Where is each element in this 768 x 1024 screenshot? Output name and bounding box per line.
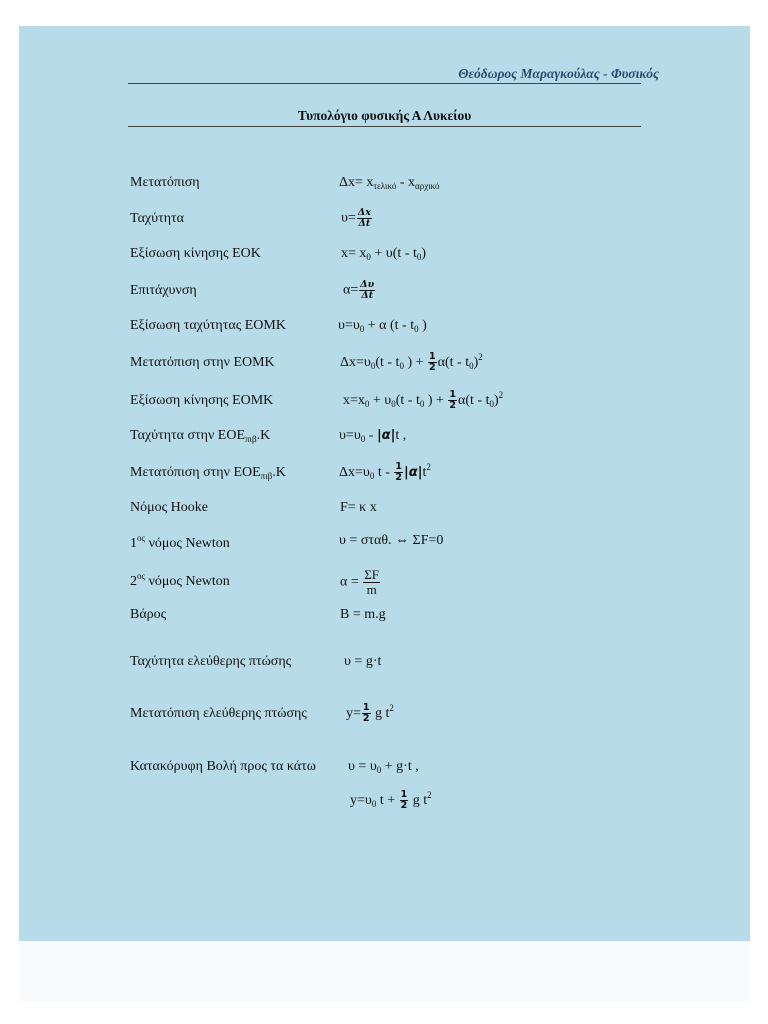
title-rule bbox=[128, 126, 641, 127]
formula-label: $1^{o\varsigma}$ νόμος Newton bbox=[130, 533, 230, 551]
fraction: $\frac{1}{2}$ bbox=[449, 389, 457, 412]
formula-expression: $x= x_0 + \upsilon(t - t_0)$ bbox=[341, 246, 427, 262]
document-page bbox=[19, 26, 750, 941]
header-rule bbox=[128, 83, 641, 84]
formula-row-newton-1 bbox=[19, 533, 750, 557]
formula-expression: α = $\frac{\Sigma F}{m}$ bbox=[340, 567, 380, 597]
formula-label: Εξίσωση ταχύτητας ΕΟΜΚ bbox=[130, 318, 286, 333]
formula-row-motion-equation bbox=[19, 246, 750, 270]
formula-expression: y= $\frac{1}{2}$ g $t^2$ bbox=[346, 702, 394, 725]
formula-expression: υ = g·t bbox=[344, 654, 382, 669]
formula-expression: $\upsilon=\upsilon_0 - |\alpha|t$ , bbox=[339, 428, 407, 444]
author-header: Θεόδωρος Μαραγκούλας - Φυσικός bbox=[458, 66, 659, 81]
formula-expression: $\Delta x=\upsilon_0(t - t_0$ ) + $\frac{1}{2}$ $\alpha(t - t_0)^2$ bbox=[340, 351, 483, 374]
formula-label: $2^{o\varsigma}$ νόμος Newton bbox=[130, 571, 230, 589]
formula-row-free-fall-velocity bbox=[19, 654, 750, 678]
formula-label: Κατακόρυφη Βολή προς τα κάτω bbox=[130, 759, 316, 774]
fraction: $\frac{1}{2}$ bbox=[395, 461, 403, 484]
formula-expression: Β = m.g bbox=[340, 607, 386, 622]
fraction: $\frac{1}{2}$ bbox=[362, 702, 370, 725]
formula-row-displacement-decel bbox=[19, 462, 750, 486]
fraction: $\frac{1}{2}$ bbox=[400, 789, 408, 812]
formula-row-weight bbox=[19, 607, 750, 631]
fraction: $\frac{\Sigma F}{m}$ bbox=[364, 567, 380, 597]
formula-row-vertical-throw-velocity bbox=[19, 759, 750, 783]
formula-label: Βάρος bbox=[130, 607, 167, 622]
formula-expression: $\upsilon=\upsilon_0 + \alpha$ ($t - t_0$ ) bbox=[338, 318, 427, 334]
formula-expression: υ = σταθ. ⇔ ΣF=0 bbox=[339, 533, 444, 548]
formula-expression: $\upsilon = \upsilon_0 + g\cdot t$ , bbox=[348, 759, 419, 775]
formula-label: Μετατόπιση bbox=[130, 175, 200, 190]
formula-label: Μετατόπιση στην ΕΟΜΚ bbox=[130, 355, 275, 370]
formula-row-velocity bbox=[19, 208, 750, 232]
formula-expression: $\Delta x=\upsilon_0$ t - $\frac{1}{2}$ $|\alpha|t^2$ bbox=[339, 461, 431, 484]
formula-expression: $x=x_0 + \upsilon_0(t - t_0$ ) + $\frac{1}{2}$ $\alpha(t - t_0)^2$ bbox=[343, 389, 504, 412]
formula-row-free-fall-displacement bbox=[19, 703, 750, 727]
page-bottom-margin bbox=[19, 941, 750, 1001]
formula-label: Ταχύτητα στην $EOE_{\pi\iota\beta}.K$ bbox=[130, 428, 271, 444]
document-title: Τυπολόγιο φυσικής Α Λυκείου bbox=[297, 108, 472, 123]
formula-row-displacement bbox=[19, 175, 750, 199]
formula-label: Εξίσωση κίνησης ΕΟΚ bbox=[130, 246, 261, 261]
formula-label: Μετατόπιση στην $EOE_{\pi\iota\beta}.K$ bbox=[130, 465, 286, 481]
formula-expression: $\Delta x= x_{\tau\varepsilon\lambda\iota\kappa ό} - x_{\alpha\rho\chi\iota\kappa ό}$ bbox=[339, 175, 440, 191]
formula-row-motion-equation-uam bbox=[19, 390, 750, 414]
formula-label: Μετατόπιση ελεύθερης πτώσης bbox=[130, 706, 307, 721]
formula-label: Εξίσωση κίνησης ΕΟΜΚ bbox=[130, 393, 274, 408]
formula-row-hooke bbox=[19, 500, 750, 524]
fraction: $\frac{\Delta\upsilon}{\Delta t}$ bbox=[360, 279, 375, 301]
formula-expression: υ= $\frac{\Delta x}{\Delta t}$ bbox=[341, 207, 371, 229]
formula-expression: α= $\frac{\Delta\upsilon}{\Delta t}$ bbox=[343, 279, 375, 301]
formula-row-displacement-uam bbox=[19, 352, 750, 376]
fraction: $\frac{\Delta x}{\Delta t}$ bbox=[357, 207, 371, 229]
formula-expression: $y=\upsilon_0$ t + $\frac{1}{2}$ g $t^2$ bbox=[350, 789, 432, 812]
formula-row-acceleration bbox=[19, 280, 750, 304]
formula-row-vertical-throw-displacement bbox=[19, 790, 750, 814]
formula-label: Ταχύτητα ελεύθερης πτώσης bbox=[130, 654, 292, 669]
fraction: $\frac{1}{2}$ bbox=[429, 351, 436, 374]
formula-row-velocity-equation bbox=[19, 318, 750, 342]
formula-label: Νόμος Hooke bbox=[130, 500, 208, 515]
formula-label: Επιτάχυνση bbox=[130, 283, 197, 298]
formula-row-newton-2 bbox=[19, 567, 750, 597]
formula-label: Ταχύτητα bbox=[130, 211, 184, 226]
formula-expression: F= κ x bbox=[340, 500, 377, 515]
formula-row-velocity-decel bbox=[19, 428, 750, 452]
